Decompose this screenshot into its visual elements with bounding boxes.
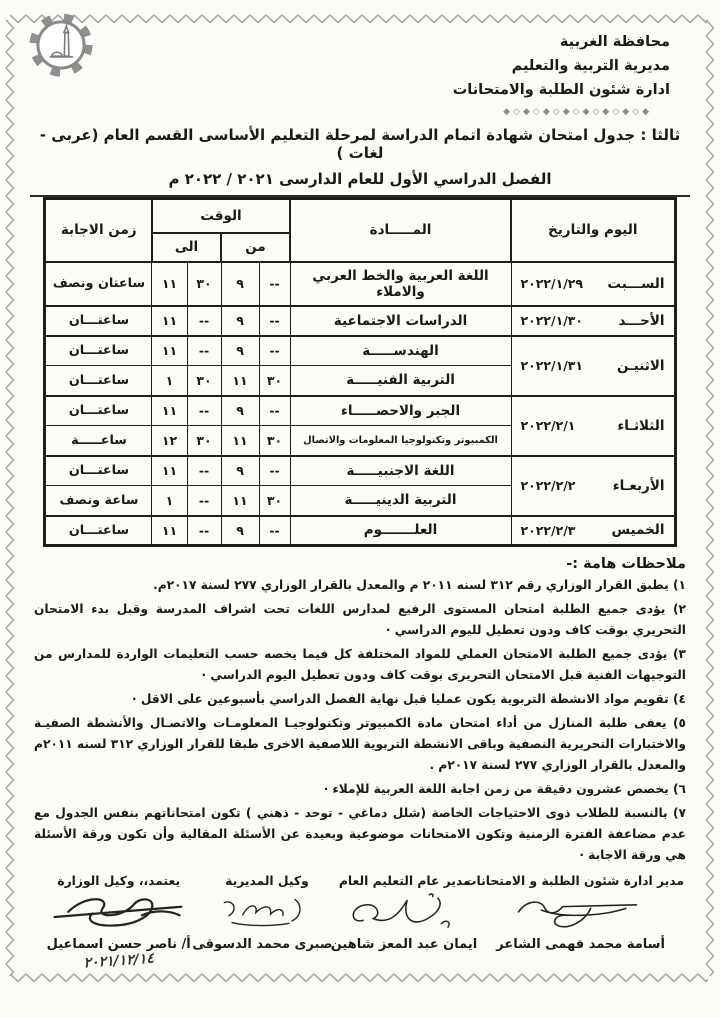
to-hour-cell: ١ (152, 366, 187, 396)
col-header-duration: زمن الاجابة (45, 199, 152, 262)
day-date-cell: الأربعـاء ٢٠٢٢/٢/٢ (511, 456, 675, 516)
signature-name: ايمان عبد المعز شاهين (330, 936, 478, 952)
signatures-row (36, 873, 684, 972)
from-hour-cell: ٩ (221, 456, 259, 486)
subject-cell: التربية الفنيـــــة (290, 366, 511, 396)
org-header (30, 30, 690, 102)
important-notes-section (34, 556, 686, 866)
col-header-subject: المـــــادة (290, 199, 511, 262)
from-minutes-cell: -- (259, 262, 290, 306)
exam-schedule-table (43, 197, 676, 547)
note-item: ٥) يعفى طلبة المنازل من أداء امتحان مادة الكمبيوتر وتكنولوجيـا المعلومـات والاتصـال والأنشطة الصفيـة والاختبارات التحريرية النصفية وباقى الانشطة التربوية اللاصفية الاخرى طبقا للقرار الوزاري ٣١٢ لسنه ٢٠١١م والمعدل بالقرار الوزاري ٢٧٧ لسنة ٢٠١٧م . (34, 715, 686, 772)
to-hour-cell: ١٢ (152, 426, 187, 456)
duration-cell: ساعتـــان (45, 516, 152, 546)
note-item: ٧) بالنسبة للطلاب ذوى الاحتياجات الخاصة (شلل دماغي - توحد - ذهني ) تكون امتحاناتهم بنفس الجدول مع عدم مضاعفة الفترة الزمنية وتكون الامتحانات موضوعية وبعيدة عن الأسئلة المقالية وأن تكون ورقة الأسئلة هي ورقة الاجابة · (34, 805, 686, 862)
table-row (45, 262, 675, 306)
signature-handwritten-date: ٢٠٢١/١٢/١٤ (83, 950, 155, 972)
col-header-to: الى (152, 233, 221, 262)
table-row (45, 456, 675, 486)
from-minutes-cell: ٣٠ (259, 486, 290, 516)
from-hour-cell: ٩ (221, 306, 259, 336)
table-row (45, 396, 675, 426)
signature-autograph (490, 889, 672, 933)
subject-cell: الهندســـــة (290, 336, 511, 366)
subject-cell: الدراسات الاجتماعية (290, 306, 511, 336)
day-date-cell: الأحـــد ٢٠٢٢/١/٣٠ (511, 306, 675, 336)
signature-block-ministry-deputy (36, 873, 201, 972)
border-zigzag-bottom (10, 972, 708, 984)
document-title-line2: الفصل الدراسي الأول للعام الدارسى ٢٠٢١ / ٢٠٢٢ م (168, 170, 552, 188)
subject-cell: التربية الدينيـــــة (290, 486, 511, 516)
signature-title: وكيل المديرية (225, 873, 309, 888)
org-line-department: ادارة شئون الطلبة والامتحانات (452, 82, 670, 98)
subject-cell: اللغة العربية والخط العربي والاملاء (290, 262, 511, 306)
from-minutes-cell: -- (259, 336, 290, 366)
to-minutes-cell: ٣٠ (187, 262, 221, 306)
duration-cell: ساعتـــان (45, 306, 152, 336)
note-item: ٢) يؤدى جميع الطلبة امتحان المستوى الرفيع لمدارس اللغات تحت اشراف المدرسة وقبل بدء الامتحان التحريري بوقت كاف ودون تعطيل لليوم الدراسي · (34, 601, 686, 637)
signature-name: صبرى محمد الدسوقى (192, 936, 333, 952)
duration-cell: ساعتان ونصف (45, 262, 152, 306)
to-minutes-cell: -- (187, 396, 221, 426)
table-row (45, 336, 675, 366)
duration-cell: ساعتـــان (45, 456, 152, 486)
day-date-cell: الخميس ٢٠٢٢/٢/٣ (511, 516, 675, 546)
duration-cell: ساعـــــة (45, 426, 152, 456)
from-hour-cell: ٩ (221, 396, 259, 426)
from-minutes-cell: ٣٠ (259, 366, 290, 396)
to-hour-cell: ١١ (152, 456, 187, 486)
col-header-day-date: اليوم والتاريخ (511, 199, 675, 262)
day-date-cell: الاثنيـن ٢٠٢٢/١/٣١ (511, 336, 675, 396)
from-minutes-cell: -- (259, 516, 290, 546)
to-minutes-cell: ٣٠ (187, 366, 221, 396)
to-minutes-cell: -- (187, 456, 221, 486)
subject-cell: الجبر والاحصـــــاء (290, 396, 511, 426)
to-hour-cell: ١ (152, 486, 187, 516)
subject-cell: الكمبيوتر وتكنولوجيا المعلومات والاتصال (290, 426, 511, 456)
signature-block-deputy-directorate (192, 873, 333, 969)
document-title-line1: ثالثا : جدول امتحان شهادة اتمام الدراسة لمرحلة التعليم الأساسى القسم العام (عربى - لغات ) (39, 126, 681, 162)
note-item: ١) يطبق القرار الوزاري رقم ٣١٢ لسنه ٢٠١١ م والمعدل بالقرار الوزاري ٢٧٧ لسنة ٢٠١٧م. (153, 578, 686, 592)
to-minutes-cell: ٣٠ (187, 426, 221, 456)
signature-title: يعتمد،، وكيل الوزارة (57, 873, 181, 888)
from-hour-cell: ١١ (221, 366, 259, 396)
signature-block-exams-director (464, 873, 684, 969)
notes-heading: ملاحظات هامة :- (566, 556, 686, 572)
to-hour-cell: ١١ (152, 396, 187, 426)
from-minutes-cell: -- (259, 396, 290, 426)
to-hour-cell: ١١ (152, 306, 187, 336)
signature-autograph (46, 889, 192, 933)
signature-autograph (341, 889, 468, 933)
table-row (45, 516, 675, 546)
signature-block-general-director (332, 874, 477, 969)
border-zigzag-left (4, 20, 16, 976)
day-date-cell: الثلاثـاء ٢٠٢٢/٢/١ (511, 396, 675, 456)
from-hour-cell: ٩ (221, 516, 259, 546)
from-hour-cell: ٩ (221, 336, 259, 366)
from-minutes-cell: -- (259, 306, 290, 336)
duration-cell: ساعتـــان (45, 336, 152, 366)
subject-cell: العلـــــــوم (290, 516, 511, 546)
col-header-from: من (221, 233, 290, 262)
subject-cell: اللغة الاجنبيـــــة (290, 456, 511, 486)
signature-title: مدير عام التعليم العام (338, 873, 471, 888)
duration-cell: ساعة ونصف (45, 486, 152, 516)
ornament-divider: ◆◇◆◇◆◇◆◇◆◇◆◇◆◇◆ (503, 107, 652, 117)
from-hour-cell: ١١ (221, 426, 259, 456)
to-minutes-cell: -- (187, 516, 221, 546)
from-minutes-cell: -- (259, 456, 290, 486)
note-item: ٤) تقويم مواد الانشطة التربوية يكون عمليا قبل نهاية الفصل الدراسي بأسبوعين على الاقل · (132, 691, 686, 706)
border-zigzag-right (704, 20, 716, 976)
day-date-cell: الســـبت ٢٠٢٢/١/٢٩ (511, 262, 675, 306)
signature-autograph (209, 889, 324, 933)
note-item: ٦) يخصص عشرون دقيقة من زمن اجابة اللغة العربية للإملاء · (323, 781, 686, 796)
signature-name: أ/ ناصر حسن اسماعيل (46, 936, 191, 952)
to-minutes-cell: -- (187, 306, 221, 336)
to-minutes-cell: -- (187, 336, 221, 366)
table-row (45, 306, 675, 336)
duration-cell: ساعتـــان (45, 396, 152, 426)
signature-title: مدير ادارة شئون الطلبة و الامتحانات (464, 873, 684, 888)
from-hour-cell: ١١ (221, 486, 259, 516)
to-hour-cell: ١١ (152, 336, 187, 366)
to-minutes-cell: -- (187, 486, 221, 516)
duration-cell: ساعتـــان (45, 366, 152, 396)
note-item: ٣) يؤدى جميع الطلبة الامتحان العملي للمواد المختلفة كل فيما يخصه حسب التعليمات الواردة للمدارس من التوجيهات الفنية قبل الامتحان التحريرى بوقت كاف ودون تعطيل اليوم الدراسي · (34, 646, 686, 682)
signature-name: أسامة محمد فهمى الشاعر (496, 936, 665, 952)
to-hour-cell: ١١ (152, 262, 187, 306)
org-line-directorate: مديرية التربية والتعليم (511, 58, 670, 74)
org-line-governorate: محافظة الغربية (559, 34, 670, 50)
from-hour-cell: ٩ (221, 262, 259, 306)
to-hour-cell: ١١ (152, 516, 187, 546)
col-header-time: الوقت (152, 199, 290, 233)
border-zigzag-top (10, 13, 708, 25)
from-minutes-cell: ٣٠ (259, 426, 290, 456)
